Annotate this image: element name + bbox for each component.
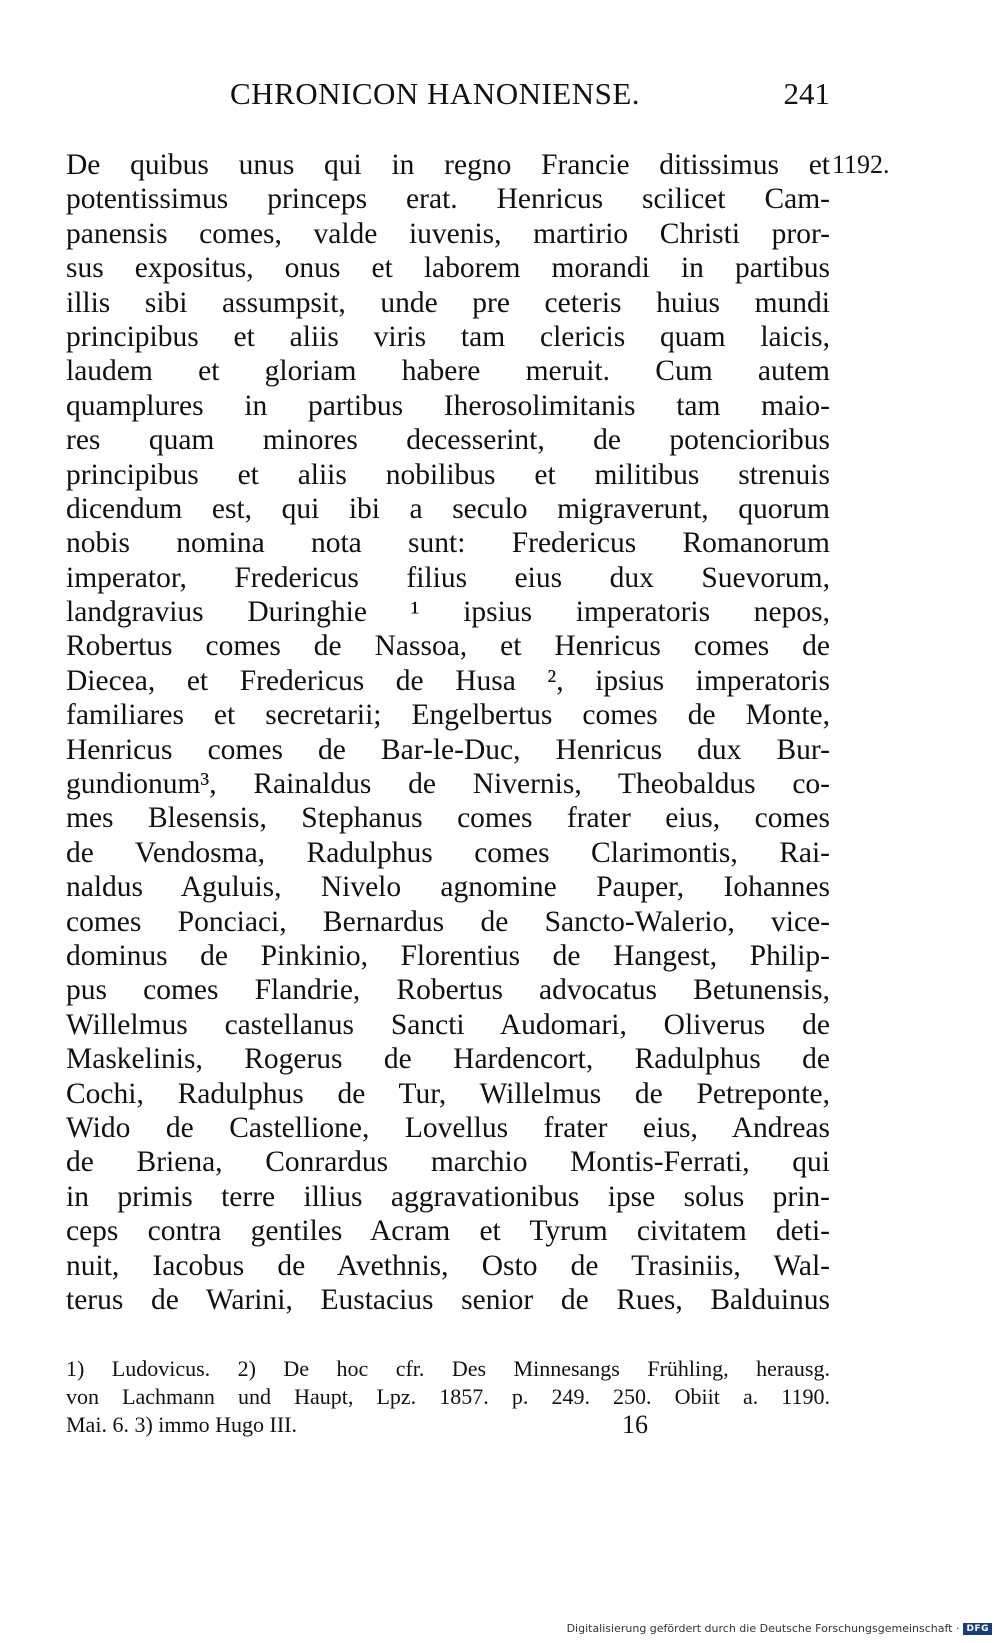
text-line: imperator, Fredericus filius eius dux Suevorum, bbox=[66, 561, 830, 594]
text-line: nobis nomina nota sunt: Fredericus Romanorum bbox=[66, 527, 830, 560]
text-line: Henricus comes de Bar-le-Duc, Henricus dux Bur- bbox=[66, 733, 830, 766]
text-line: pus comes Flandrie, Robertus advocatus Betunensis, bbox=[66, 974, 830, 1007]
text-line: Willelmus castellanus Sancti Audomari, Oliverus de bbox=[66, 1008, 830, 1041]
text-line: Cochi, Radulphus de Tur, Willelmus de Petreponte, bbox=[66, 1077, 830, 1110]
footnote-line: von Lachmann und Haupt, Lpz. 1857. p. 249. 250. Obiit a. 1190. bbox=[66, 1384, 830, 1409]
text-line: terus de Warini, Eustacius senior de Rues, Balduinus bbox=[66, 1283, 830, 1316]
dfg-logo: DFG bbox=[963, 1623, 992, 1635]
body-text bbox=[66, 148, 830, 1317]
text-line: Diecea, et Fredericus de Husa ², ipsius imperatoris bbox=[66, 664, 830, 697]
text-line: dominus de Pinkinio, Florentius de Hangest, Philip- bbox=[66, 939, 830, 972]
text-line: gundionum³, Rainaldus de Nivernis, Theobaldus co- bbox=[66, 768, 830, 801]
text-line: de Vendosma, Radulphus comes Clarimontis, Rai- bbox=[66, 836, 830, 869]
signature-mark: 16 bbox=[622, 1410, 648, 1439]
text-line: principibus et aliis viris tam clericis quam laicis, bbox=[66, 320, 830, 353]
text-line: nuit, Iacobus de Avethnis, Osto de Trasiniis, Wal- bbox=[66, 1249, 830, 1282]
text-line: laudem et gloriam habere meruit. Cum autem bbox=[66, 355, 830, 388]
dfg-credit-text: Digitalisierung gefördert durch die Deutsche Forschungsgemeinschaft · bbox=[566, 1622, 960, 1635]
text-line: landgravius Duringhie ¹ ipsius imperatoris nepos, bbox=[66, 596, 830, 629]
footnote-line: 1) Ludovicus. 2) De hoc cfr. Des Minnesangs Frühling, herausg. bbox=[66, 1356, 830, 1381]
text-line: illis sibi assumpsit, unde pre ceteris huius mundi bbox=[66, 286, 830, 319]
text-line: Robertus comes de Nassoa, et Henricus comes de bbox=[66, 630, 830, 663]
running-title: CHRONICON HANONIENSE. bbox=[230, 76, 641, 111]
text-line: principibus et aliis nobilibus et militibus strenuis bbox=[66, 458, 830, 491]
text-line: sus expositus, onus et laborem morandi in partibus bbox=[66, 252, 830, 285]
running-header bbox=[230, 76, 830, 116]
text-line: naldus Aguluis, Nivelo agnomine Pauper, Iohannes bbox=[66, 871, 830, 904]
text-line: quamplures in partibus Iherosolimitanis tam maio- bbox=[66, 389, 830, 422]
text-line: potentissimus princeps erat. Henricus scilicet Cam- bbox=[66, 183, 830, 216]
text-line: familiares et secretarii; Engelbertus comes de Monte, bbox=[66, 699, 830, 732]
text-line: mes Blesensis, Stephanus comes frater eius, comes bbox=[66, 802, 830, 835]
text-line: panensis comes, valde iuvenis, martirio Christi pror- bbox=[66, 217, 830, 250]
text-line: Maskelinis, Rogerus de Hardencort, Radulphus de bbox=[66, 1043, 830, 1076]
margin-year: 1192. bbox=[832, 150, 890, 179]
text-line: De quibus unus qui in regno Francie ditissimus et bbox=[66, 149, 830, 181]
text-line: res quam minores decesserint, de potencioribus bbox=[66, 424, 830, 457]
page-number: 241 bbox=[783, 76, 830, 111]
text-line: dicendum est, qui ibi a seculo migraverunt, quorum bbox=[66, 492, 830, 525]
text-line: de Briena, Conrardus marchio Montis-Ferrati, qui bbox=[66, 1146, 830, 1179]
text-line: Wido de Castellione, Lovellus frater eius, Andreas bbox=[66, 1111, 830, 1144]
footnote-line: Mai. 6. 3) immo Hugo III. bbox=[66, 1412, 297, 1437]
dfg-credit bbox=[567, 1622, 992, 1635]
text-line: comes Ponciaci, Bernardus de Sancto-Walerio, vice- bbox=[66, 905, 830, 938]
text-line: ceps contra gentiles Acram et Tyrum civitatem deti- bbox=[66, 1215, 830, 1248]
text-line: in primis terre illius aggravationibus ipse solus prin- bbox=[66, 1180, 830, 1213]
